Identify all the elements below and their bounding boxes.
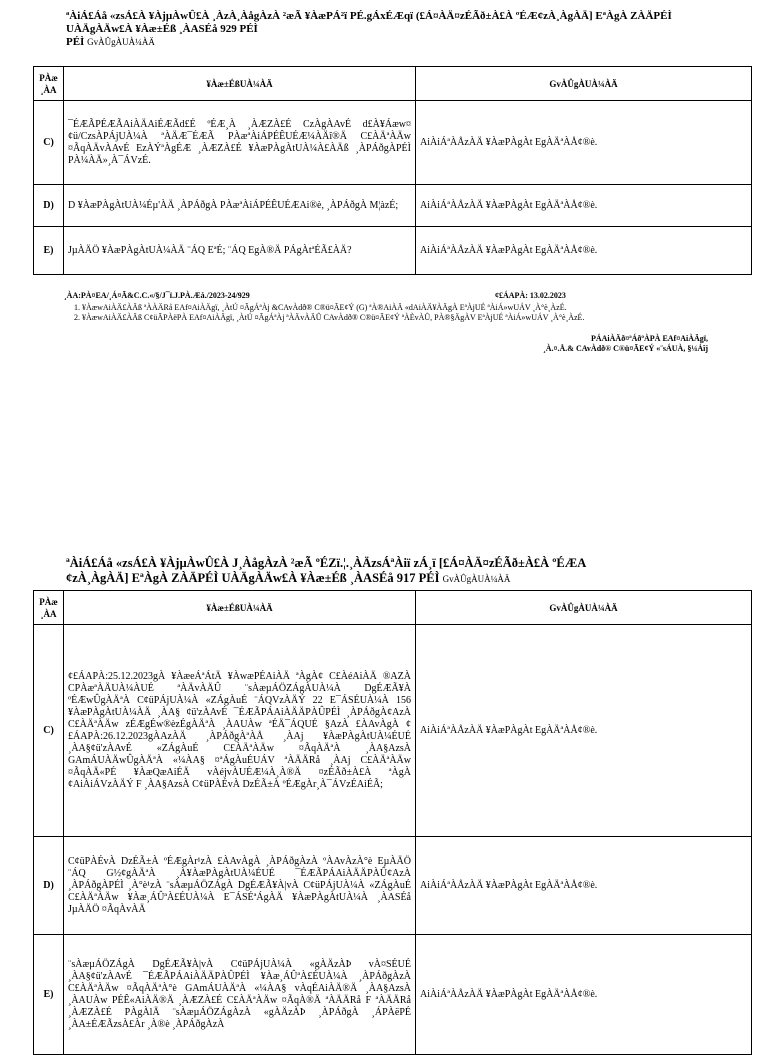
- answer-cell: AiÀiÁªÀÅzÀÄ ¥ÀæPÀgÀt EgÀÄªÀÅ¢®è.: [416, 935, 752, 1055]
- table-row: [34, 625, 752, 837]
- row-label: D): [34, 185, 64, 227]
- row-label: C): [34, 101, 64, 185]
- answer-cell: AiÀiÁªÀÅzÀÄ ¥ÀæPÀgÀt EgÀÄªÀÅ¢®è.: [416, 625, 752, 837]
- answers-table-929: [33, 66, 752, 275]
- title-line: [66, 36, 746, 49]
- question-cell: JµÀÄÖ ¥ÀæPÀgÀtUÀ¼ÀÄ ¨ÁQ EªÉ; ¨ÁQ EgÀ®Ä PÁgÀtªÉÃ£ÀÄ?: [64, 227, 416, 275]
- row-label: D): [34, 837, 64, 935]
- signature-block: [448, 334, 708, 354]
- question-cell: ¨sÀæµÁÖZÁgÀ DgÉÆÃ¥À|vÀ C¢üPÁjUÀ¼À «gÀÄzÀÞ vÀ¤SÉUÉ ¸ÀA§¢ü'zÀAvÉ ¯ÉÆÃPÁAiÀÄÄPÀÛPÉÌ ¥Àæ¸ÁÛªÀ£ÉUÀ¼À ¸ÀPÁðgÀzÀ C£ÀÄªÀÄw ¤ÃqÀÄªÀ°è GAmÁUÀÄªÀ «¼ÀA§ vÀqÉAiÀÄ®Ä ¸ÀA§AzsÀ ¸ÀAUÀw PÉÊ«AiÀÄ®Ä ¸ÀÆZÀ£É C£ÀÄªÀÄw ¤ÃqÀ®Ä ªÀÄÄRå F ªÀÄÄRå ¸ÀÆZÀ£É PÀgÀlÄ ¨sÀæµÁÖZÁgÀzÀ «gÀÄzÀÞ ¸ÀPÁðgÀ ¸ÁPÀëPÉ ¸ÀA±ÉÆÃzsÀ£Àr ¸À®è ¸ÀPÁðgÀzÀ: [64, 935, 416, 1055]
- table-row: [34, 101, 752, 185]
- signatory-office: ¸À.¤.Å.& CAvÀdð® C®ü¤ÃE¢Ý «¨sÁUÀ, §¼Áîj: [543, 344, 708, 353]
- answers-table-917: [33, 590, 752, 1055]
- table-row: [34, 837, 752, 935]
- column-header-serial: PÀæ ¸ÀA: [34, 591, 64, 625]
- table-row: [34, 185, 752, 227]
- reference-number: ¸ÀA:PÀ¤EA/¸Á¤Ã&C.C.«/§/J¯ï.J.PÀ.Æå./2023-24/929: [64, 291, 250, 300]
- title-answers-word: GvÀÛgÀUÀ¼ÀÄ: [442, 574, 511, 584]
- title-answers-word: GvÀÛgÀUÀ¼ÀÄ: [87, 37, 155, 47]
- table-row: [34, 227, 752, 275]
- question-cell: ¯ÉÆÃPÉÆÃAiÀÄAiÉÆÃd£É ºÉÆ¸À ¸ÀÆZÀ£É CzÀgÀAvÉ d£À¥Áæw¤¢ü/CzsÀPÁjUÀ¼À ªÀÄÆ¯ÉÆÃ PÀæªÀiÁPÉÊUÉÆ¼ÀÄî®Ä C£ÀÄªÀÄw ¤ÃqÀÄvÀAvÉ EzÀÝªÀgÉÆ ¸ÀÆZÀ£É ¥ÀæPÀgÀtUÀ¼À£ÀÄß ¸ÀPÁðgÀPÉÌ PÀ¼ÀÄ»¸À¯ÁVzÉ.: [64, 101, 416, 185]
- title-bold: PÉÌ: [66, 36, 85, 48]
- question-917-title: [66, 556, 746, 587]
- title-line: ªÀiÁ£Áå «zsÁ£À ¥ÀjµÀwÛ£À J¸ÀågÀzÀ ²æÃ ºÉZï.¦.¸ÀÄzsÁªÀiï zÁ¸ï [£Á¤ÀÄ¤zÉÃð±À£À ºÉÆA: [66, 556, 587, 570]
- list-item: 1. ¥ÀæwAiÀÄ£ÀÄß ªÀÀÄRå EAf¤AiÀÄgï, ¸ÀtÚ ¤ÃgÁªÀj &CAvÀdð® C®ü¤ÃE¢Ý (G) ªÀ®AiÀÄ «dAiÀÄ¥ÀÄgÀ EªÀjUÉ ªÀiÁ»wUÁV ¸À°è¸ÀzÉ.: [82, 303, 714, 313]
- row-label: E): [34, 227, 64, 275]
- table-header-row: [34, 67, 752, 101]
- reference-notes: [64, 291, 714, 323]
- column-header-questions: ¥Àæ±ÉßUÀ¼ÀÄ: [64, 591, 416, 625]
- answer-cell: AiÀiÁªÀÅzÀÄ ¥ÀæPÀgÀt EgÀÄªÀÅ¢®è.: [416, 101, 752, 185]
- list-item: 2. ¥ÀæwAiÀÄ£ÀÄß C¢üÃPÀëPÀ EAf¤AiÀÄgï, ¸ÀtÚ ¤ÃgÁªÀj ªÀÄvÀÄÛ CAvÀdð® C®ü¤ÃE¢Ý ªÀÈvÀÛ, PÀ®§ÄgÀV EªÀjUÉ ªÀiÁ»wUÁV ¸À°è¸ÀzÉ.: [82, 313, 714, 323]
- title-line: [66, 571, 746, 587]
- title-line: UÀÄgÀÄw£À ¥Àæ±Éß ¸ÀASÉå 929 PÉÌ: [66, 23, 258, 35]
- row-label: E): [34, 935, 64, 1055]
- question-cell: C¢üPÀÉvÀ DzÉÃ±À ºÉÆgÀr¹zÀ £ÀAvÀgÀ ¸ÀPÁðgÀzÀ ºÀAvÀzÀ°è EµÀÄÖ ¨ÁQ G½¢gÀÄªÀ ¸À¥ÀæPÀgÀtUÀ¼ÉUÉ ¯ÉÆÃPÁAiÀÄÄPÀÛ¢AzÀ ¸ÀPÁðgÀPÉÌ ¸À°è¹zÀ ¨sÀæµÁÖZÁgÀ DgÉÆÃ¥À|vÀ C¢üPÁjUÀ¼À «ZÁgÀuÉ C£ÀÄªÀÄw ¥Àæ¸ÁÛªÀ£ÉUÀ¼À E¯ÁSÉªÁgÀÄ ¥ÀæPÀgÀtUÀ¼À ¸ÀASÉå JµÀÄÖ ¤ÃqÀvÀÄ: [64, 837, 416, 935]
- reference-date: ¢£ÁAPÀ: 13.02.2023: [495, 291, 566, 300]
- copy-to-list: [64, 303, 714, 323]
- column-header-answers: GvÀÛgÀUÀ¼ÀÄ: [416, 67, 752, 101]
- question-cell: ¢£ÁAPÀ:25.12.2023gÀ ¥ÀæeÁªÁtÄ ¥ÀwæPÉAiÀÄ ªÀgÀ¢ C£ÀéAiÀÄ ®AZÀ CPÀæªÀÄUÀ¼ÀUÉ ªÀÄvÀÄÛ ¨sÀæµÁÖZÁgÀUÀ¼À DgÉÆÃ¥À ºÉÆwÛgÀÄªÀ C¢üPÁjUÀ¼À «ZÁgÀuÉ ¨ÁQVzÀÄÝ 22 E¯ÁSÉUÀ¼À 156 ¥ÀæPÀgÀtUÀ¼ÀÄ ¸ÀA§ ¢ü'zÀAvÉ ¯ÉÆÃPÁAiÀÄÄPÀÛPÉÌ ¸ÀPÁðgÀ¢AzÀ C£ÀÄªÀÄw zÉÆgÉw®èzÉgÀÄªÀ ¸ÀAUÀw ªÉÄ¯ÁQUÉ §AzÀ £ÀAvÀgÀ ¢£ÁAPÀ:26.12.2023gÀAzÀÄ ¸ÀPÁðgÀªÀÅ ¸ÀAj ¥ÀæPÀgÀtUÀ¼ÉUÉ ¸ÀA§¢ü'zÀAvÉ «ZÁgÀuÉ C£ÀÄªÀÄw ¤ÃqÀÄªÀ ¸ÀA§AzsÀ GAmÁUÀÄwÛgÀÄªÀ «¼ÀA§ ¤ªÁgÀuÉUÁV ªÀÄÄRå ¸ÀAj C£ÀÄªÀÄw ¤ÃqÀÄ«PÉ ¥ÀæQæAiÉÄ vÀéjvÀUÉÆ¼À¸À®Ä ¤zÉÃð±À£À ªÀgÀ ¢AiÀiÁVzÀÄÝ F ¸ÀA§AzsÀ C¢üPÀÉvÀ DzÉÃ±À ºÉÆgÀr¸À¯ÁVzÉAiÉÃ;: [64, 625, 416, 837]
- answer-cell: AiÀiÁªÀÅzÀÄ ¥ÀæPÀgÀt EgÀÄªÀÅ¢®è.: [416, 185, 752, 227]
- question-929-title: [66, 10, 746, 49]
- column-header-questions: ¥Àæ±ÉßUÀ¼ÀÄ: [64, 67, 416, 101]
- column-header-serial: PÀæ ¸ÀA: [34, 67, 64, 101]
- row-label: C): [34, 625, 64, 837]
- column-header-answers: GvÀÛgÀUÀ¼ÀÄ: [416, 591, 752, 625]
- table-header-row: [34, 591, 752, 625]
- question-cell: D ¥ÀæPÀgÀtUÀ¼Éµ'ÀÄ ¸ÀPÁðgÀ PÀæªÀiÁPÉÊUÉÆAi®è, ¸ÀPÁðgÀ M¦àzÉ;: [64, 185, 416, 227]
- title-bold: ¢zÀ¸ÀgÀÄ] EªÀgÀ ZÀÄPÉÌ UÀÄgÀÄw£À ¥Àæ±Éß ¸ÀASÉå 917 PÉÌ: [66, 571, 440, 585]
- answer-cell: AiÀiÁªÀÅzÀÄ ¥ÀæPÀgÀt EgÀÄªÀÅ¢®è.: [416, 837, 752, 935]
- table-row: [34, 935, 752, 1055]
- answer-cell: AiÀiÁªÀÅzÀÄ ¥ÀæPÀgÀt EgÀÄªÀÅ¢®è.: [416, 227, 752, 275]
- signatory-title: PÁAiÀÄð¤ªÁðºÀPÀ EAf¤AiÀÄgï,: [590, 334, 708, 343]
- title-line: ªÀiÁ£Áå «zsÁ£À ¥ÀjµÀwÛ£À ¸ÀzÀ¸ÀågÀzÀ ²æÃ ¥ÀæPÁ²ï PÉ.gÁxÉÆqï (£Á¤ÀÄ¤zÉÃð±À£À ºÉÆ¢zÀ¸ÀgÀÄ] EªÀgÀ ZÀÄPÉÌ: [66, 10, 672, 22]
